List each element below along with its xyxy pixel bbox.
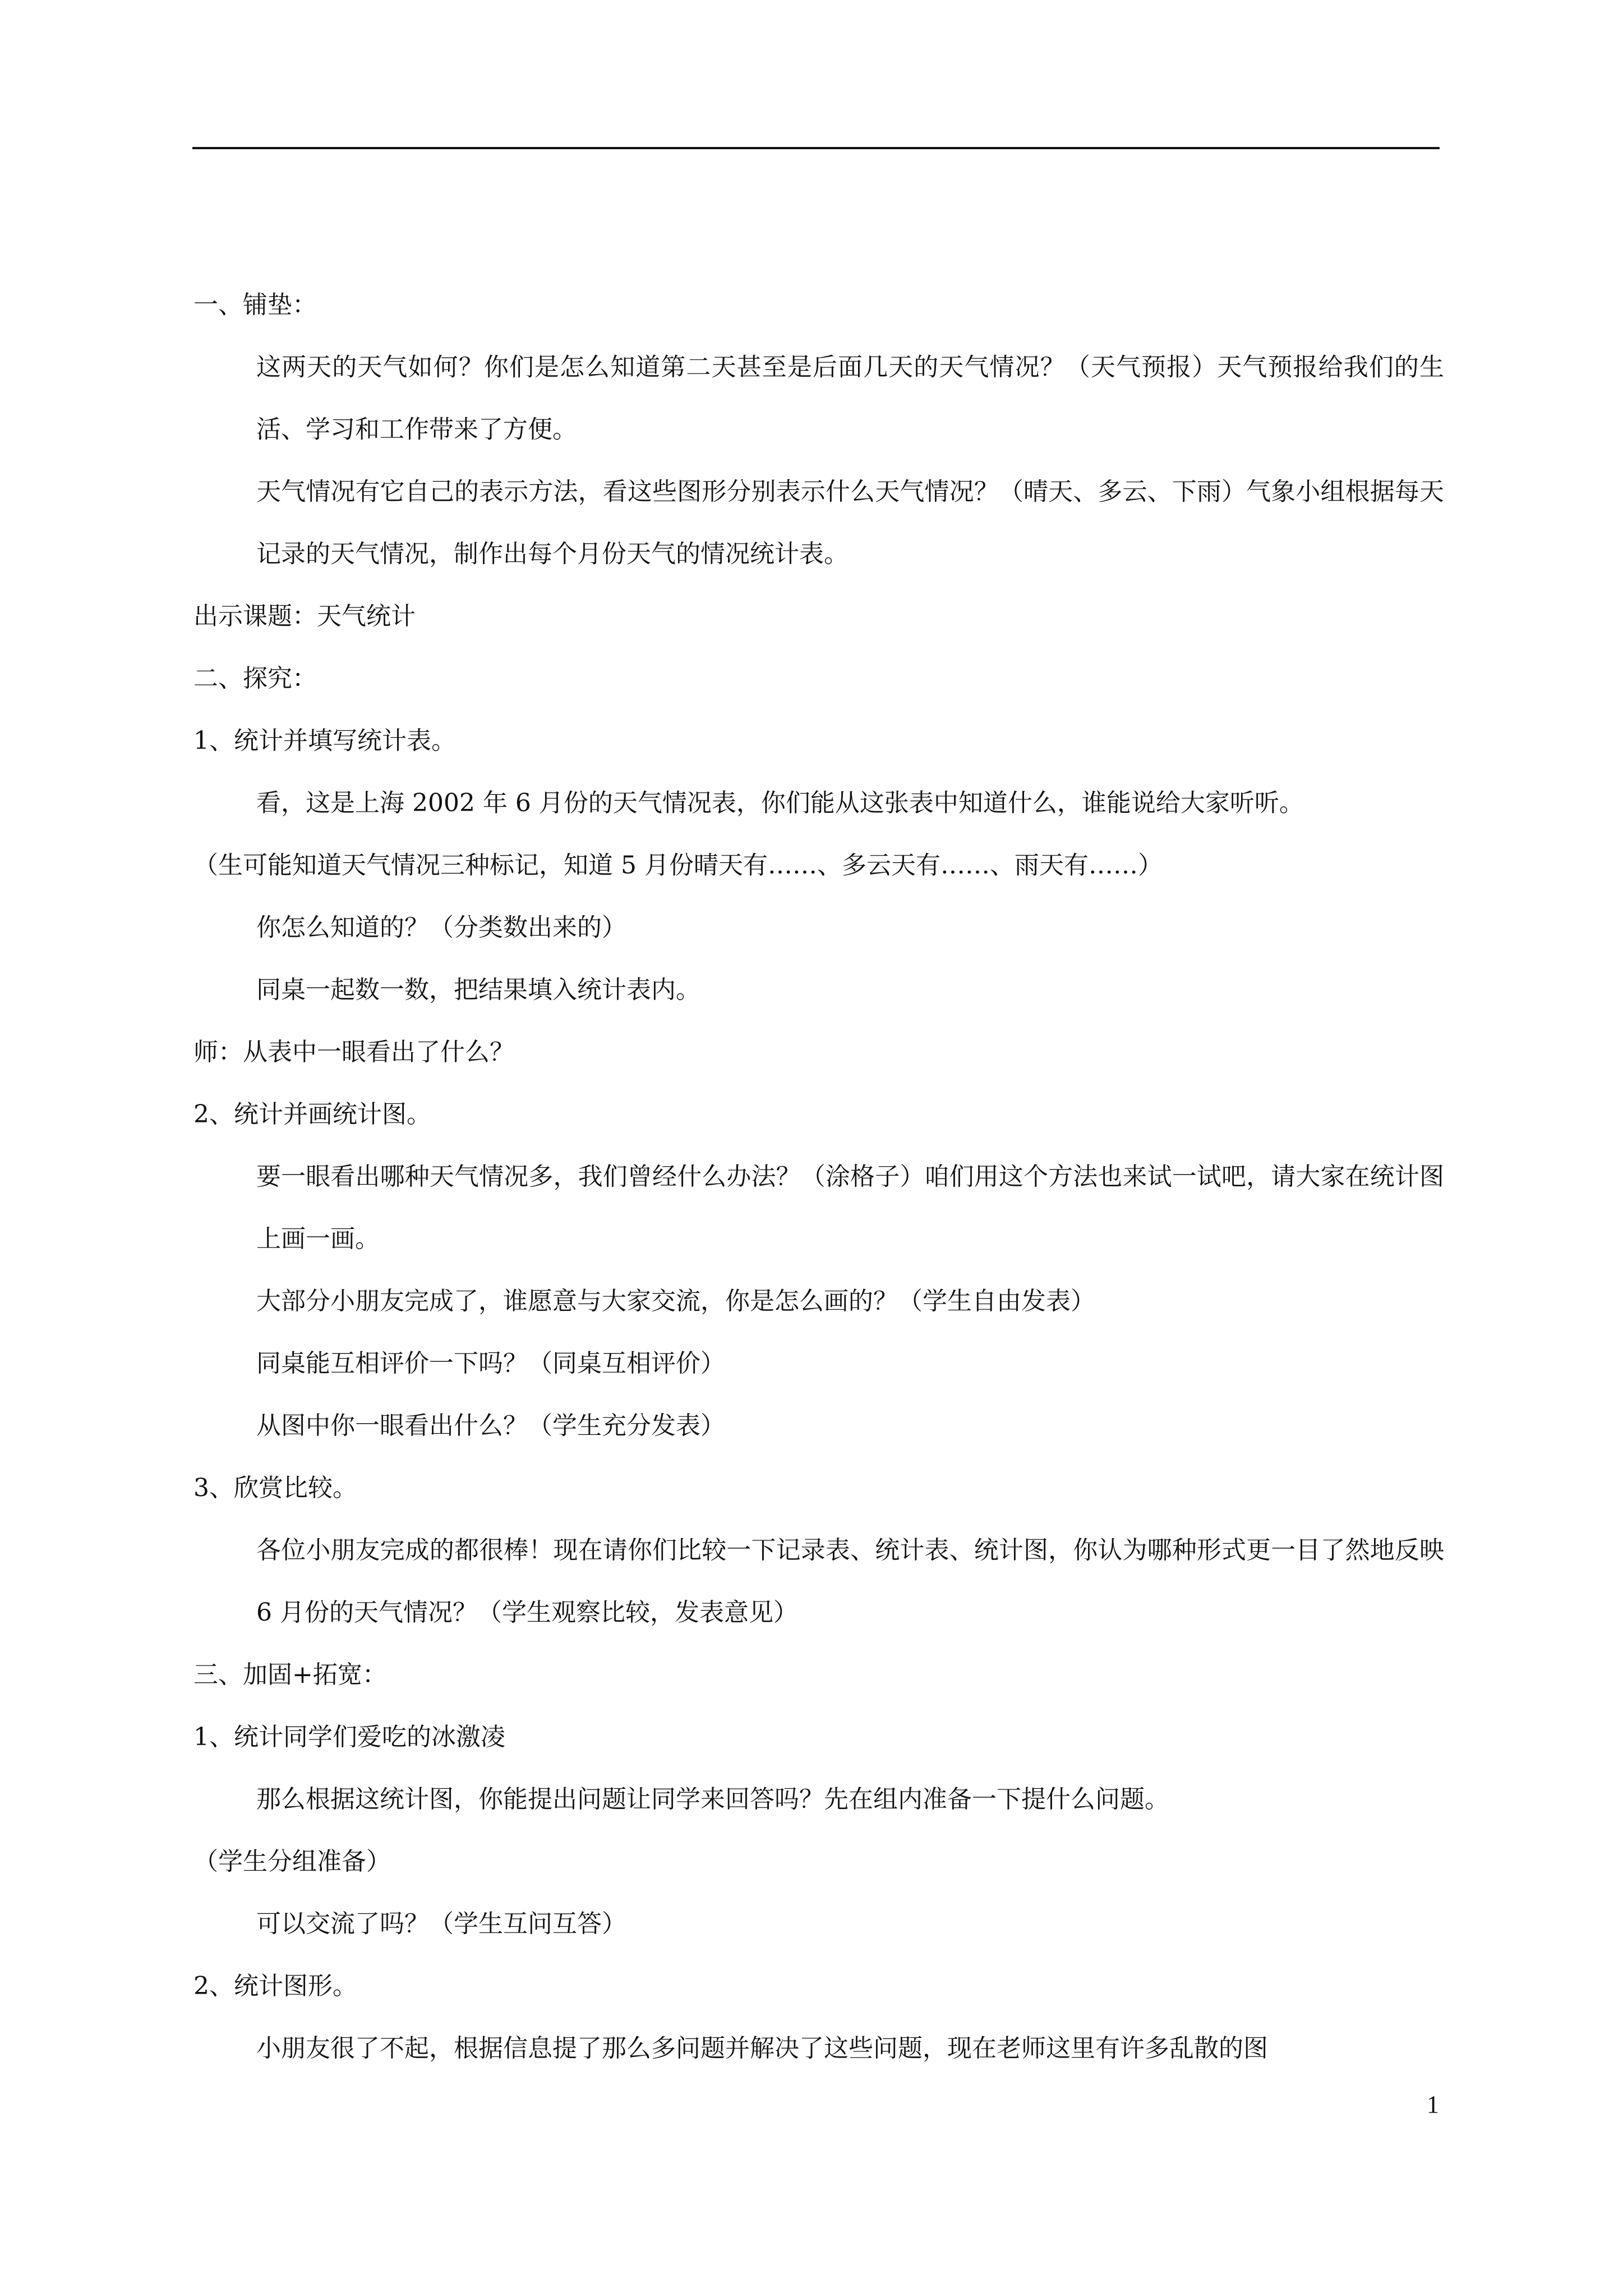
paragraph: 那么根据这统计图，你能提出问题让同学来回答吗？先在组内准备一下提什么问题。 (256, 1785, 1169, 1814)
paragraph: （学生分组准备） (193, 1847, 391, 1876)
paragraph: 天气情况有它自己的表示方法，看这些图形分别表示什么天气情况？（晴天、多云、下雨）气象小组根据每天记录的天气情况，制作出每个月份天气的情况统计表。 (256, 477, 1444, 568)
paragraph-subheading: 2、统计图形。 (193, 1972, 357, 2000)
paragraph: 看，这是上海 2002 年 6 月份的天气情况表，你们能从这张表中知道什么，谁能说给大家听听。 (256, 789, 1304, 817)
paragraph-subheading: 2、统计并画统计图。 (193, 1100, 431, 1129)
paragraph: 小朋友很了不起，根据信息提了那么多问题并解决了这些问题，现在老师这里有许多乱散的图 (256, 2034, 1268, 2063)
paragraph-lesson-title: 出示课题：天气统计 (193, 602, 416, 631)
paragraph: （生可能知道天气情况三种标记，知道 5 月份晴天有……、多云天有……、雨天有……） (193, 851, 1163, 880)
paragraph-subheading: 1、统计并填写统计表。 (193, 726, 456, 755)
paragraph-section-heading: 二、探究： (193, 664, 317, 693)
paragraph: 从图中你一眼看出什么？（学生充分发表） (256, 1411, 725, 1440)
paragraph: 大部分小朋友完成了，谁愿意与大家交流，你是怎么画的？（学生自由发表） (256, 1287, 1095, 1315)
page-number: 1 (1427, 2091, 1439, 2118)
paragraph: 这两天的天气如何？你们是怎么知道第二天甚至是后面几天的天气情况？（天气预报）天气预报给我们的生活、学习和工作带来了方便。 (256, 353, 1444, 444)
paragraph: 各位小朋友完成的都很棒！现在请你们比较一下记录表、统计表、统计图，你认为哪种形式更一目了然地反映 6 月份的天气情况？（学生观察比较，发表意见） (256, 1536, 1444, 1627)
paragraph: 你怎么知道的？（分类数出来的） (256, 913, 626, 942)
paragraph-section-heading: 三、加固+拓宽： (193, 1660, 387, 1689)
paragraph: 师：从表中一眼看出了什么？ (193, 1038, 514, 1066)
paragraph-subheading: 1、统计同学们爱吃的冰激凌 (193, 1723, 505, 1751)
paragraph: 可以交流了吗？（学生互问互答） (256, 1910, 626, 1938)
paragraph-subheading: 3、欣赏比较。 (193, 1474, 357, 1502)
paragraph: 同桌能互相评价一下吗？（同桌互相评价） (256, 1349, 725, 1378)
document-body (193, 274, 1444, 2079)
paragraph: 要一眼看出哪种天气情况多，我们曾经什么办法？（涂格子）咱们用这个方法也来试一试吧，请大家在统计图上画一画。 (256, 1162, 1444, 1253)
header-rule (192, 147, 1440, 149)
paragraph: 同桌一起数一数，把结果填入统计表内。 (256, 976, 700, 1004)
paragraph-section-heading: 一、铺垫： (193, 291, 317, 319)
